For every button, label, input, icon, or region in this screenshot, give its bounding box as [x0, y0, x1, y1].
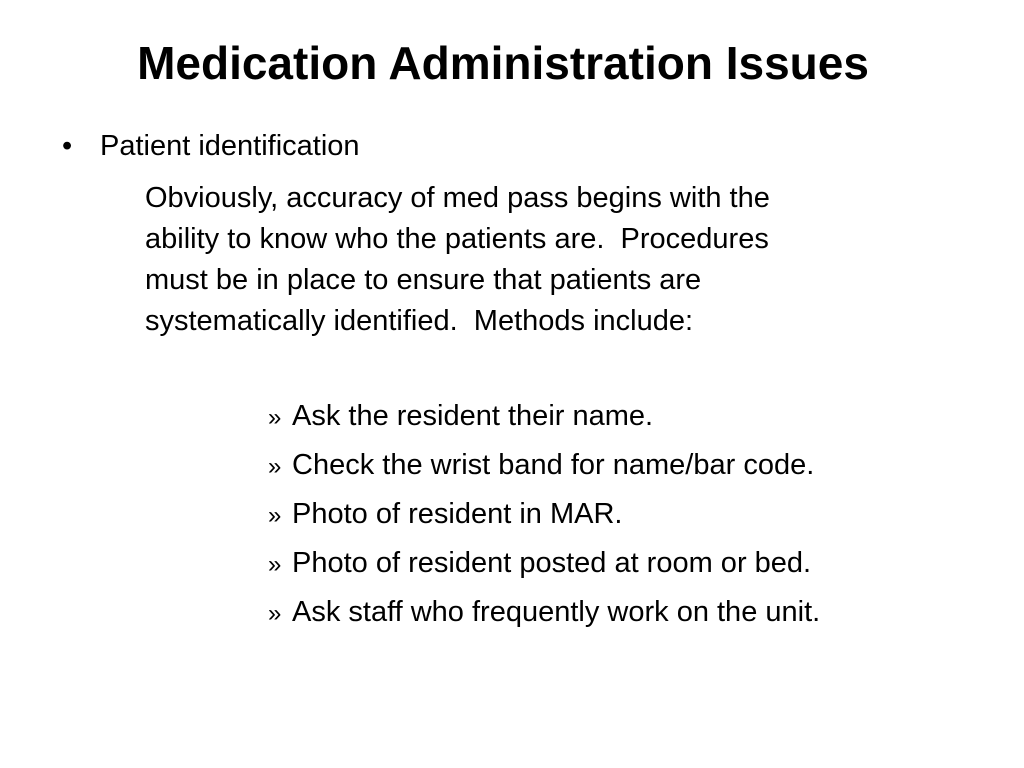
method-text: Ask the resident their name.: [292, 400, 654, 432]
methods-list: [268, 398, 820, 643]
raquo-icon: »: [268, 502, 282, 529]
method-text: Check the wrist band for name/bar code.: [292, 449, 815, 481]
raquo-icon: »: [268, 600, 282, 627]
paragraph-line: Obviously, accuracy of med pass begins with the: [145, 182, 770, 214]
method-text: Ask staff who frequently work on the unit.: [292, 596, 821, 628]
raquo-icon: »: [268, 404, 282, 431]
raquo-icon: »: [268, 453, 282, 480]
paragraph-line: ability to know who the patients are. Procedures: [145, 223, 769, 255]
raquo-icon: »: [268, 551, 282, 578]
method-text: Photo of resident in MAR.: [292, 498, 623, 530]
method-text: Photo of resident posted at room or bed.: [292, 547, 812, 579]
bullet-text: Patient identification: [100, 130, 360, 162]
list-item: [268, 545, 820, 594]
body-paragraph: [145, 178, 905, 342]
list-item: [268, 447, 820, 496]
paragraph-line: systematically identified. Methods include:: [145, 305, 694, 337]
slide-title: Medication Administration Issues: [137, 37, 869, 89]
bullet-patient-identification: [62, 128, 360, 164]
list-item: [268, 398, 820, 447]
paragraph-line: must be in place to ensure that patients are: [145, 264, 702, 296]
bullet-icon: •: [62, 130, 73, 162]
list-item: [268, 496, 820, 545]
list-item: [268, 594, 820, 643]
